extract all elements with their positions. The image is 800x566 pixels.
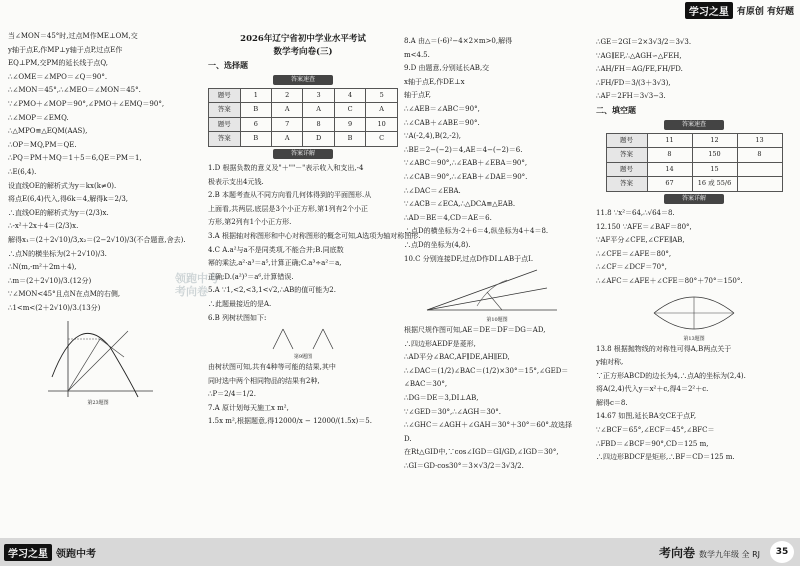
text-line: ∴∠CFE＝∠AFE＝80°, bbox=[596, 249, 672, 258]
text-line: ∴∠CF＝∠DCF＝70°, bbox=[596, 263, 667, 272]
table-cell: C bbox=[366, 132, 398, 147]
text-line: ∴∠DAC＝∠EBA. bbox=[404, 186, 461, 195]
text-line: ∴N(m,-m²＋2m＋4), bbox=[8, 263, 77, 272]
text-line: 设直线OE的解析式为y＝kx(k≠0). bbox=[8, 181, 117, 190]
figure-caption: 第13题图 bbox=[683, 335, 705, 342]
text-line: 14.67 如图,延长BA交CE于点F, bbox=[596, 412, 697, 421]
text-line: 幂的乘法,a²·a³＝a⁵,计算正确;C.a³÷a²＝a, bbox=[208, 259, 342, 268]
table-cell: 8 bbox=[647, 148, 692, 163]
figure-13-geometry bbox=[634, 289, 754, 335]
text-line: ∴∠MOP＝∠EMQ. bbox=[8, 113, 69, 122]
footer-info bbox=[659, 544, 760, 561]
text-line: 由树状图可知,共有4种等可能的结果,其中 bbox=[208, 363, 336, 372]
text-line: ∠BAC＝30°, bbox=[404, 380, 448, 389]
text-line: 上面看,共两层,底层是3个小正方形,第1列有2个小正 bbox=[208, 204, 369, 213]
table-cell: 14 bbox=[647, 162, 692, 177]
text-line: 当∠MON＝45°时,过点M作ME⊥OM,交 bbox=[8, 32, 138, 40]
text-line: ∴△MPO≌△EQM(AAS), bbox=[8, 127, 88, 136]
figure-caption: 第23题图 bbox=[87, 400, 109, 407]
text-line: 解得c＝8. bbox=[596, 398, 628, 407]
text-line: ∴P＝2/4＝1/2. bbox=[208, 390, 256, 399]
table-row bbox=[209, 117, 398, 132]
text-line: ∴GE＝2GI＝2×3√3/2＝3√3. bbox=[596, 38, 692, 46]
text-line: ∵∠BCF＝65°,∠ECF＝45°,∠BFC＝ bbox=[596, 426, 715, 435]
text-line: 1.5x m²,根据题意,得12000/x − 12000/(1.5x)＝5. bbox=[208, 417, 372, 426]
detail-answer-label: 答案详解 bbox=[273, 149, 333, 159]
brand-slogan: 有原创 有好题 bbox=[736, 7, 794, 17]
table-cell: B bbox=[334, 132, 365, 147]
table-cell: 题号 bbox=[606, 133, 647, 148]
text-line: ∴此题最接近的是A. bbox=[208, 299, 272, 308]
text-line: ∴∠DAC＝(1/2)∠BAC＝(1/2)×30°＝15°,∠GED＝ bbox=[404, 366, 569, 375]
text-line: 12.150 ∵AFE＝∠BAF＝80°, bbox=[596, 222, 692, 231]
table-row bbox=[606, 148, 782, 163]
text-line: ∴四边形BDCF是矩形,∴BF＝CD＝125 m. bbox=[596, 453, 735, 462]
text-line: ∵∠MON<45°且点N在点M的右侧, bbox=[8, 290, 121, 299]
text-line: 轴于点F, bbox=[404, 91, 431, 100]
text-line: D. bbox=[404, 434, 412, 443]
text-line: 方形,第2列有1个小正方形. bbox=[208, 218, 292, 227]
text-line: 极表示支出4元钱. bbox=[208, 177, 264, 186]
text-line: ∴E(6,4). bbox=[8, 167, 37, 176]
text-line: ∴AH/FH＝AG/FE,FH/FD. bbox=[596, 65, 683, 74]
table-cell: 11 bbox=[647, 133, 692, 148]
table-cell: 答案 bbox=[209, 103, 241, 118]
detail-answer-label: 答案详解 bbox=[664, 194, 724, 204]
table-cell: 8 bbox=[737, 148, 782, 163]
section-heading: 一、选择题 bbox=[208, 60, 248, 70]
text-line: ∵∠GED＝30°,∴∠AGH＝30°. bbox=[404, 407, 501, 416]
table-cell: B bbox=[240, 103, 271, 118]
table-cell: B bbox=[240, 132, 271, 147]
table-cell: 150 bbox=[692, 148, 737, 163]
footer-logo: 学习之星 bbox=[4, 544, 52, 561]
text-line: m<4.5. bbox=[404, 50, 430, 59]
table-row bbox=[606, 133, 782, 148]
answer-table bbox=[208, 88, 398, 147]
text-line: ∵∠PMO＋∠MOP＝90°,∠PMO＋∠EMQ＝90°, bbox=[8, 99, 165, 108]
text-line: ∴∠CAB＝90°,∴∠EAB＋∠DAE＝90°. bbox=[404, 172, 528, 181]
table-cell: A bbox=[271, 103, 302, 118]
text-line: x轴于点E,作DE⊥x bbox=[404, 77, 465, 86]
text-line: 5.A ∵1,<2,<3,1<√2,∴AB的值可能为2. bbox=[208, 286, 336, 295]
text-line: 4.C A.a²与a不是同类项,不能合并;B.同底数 bbox=[208, 245, 344, 254]
table-cell: 3 bbox=[303, 88, 334, 103]
text-line: ∴m＝(2＋2√10)/3.(12分) bbox=[8, 276, 92, 285]
text-line: ∴∠MON＝45°,∴∠MEO＝∠MON＝45°. bbox=[8, 86, 141, 95]
quick-answer-label: 答案速查 bbox=[664, 120, 724, 130]
text-line: 11.8 ∵x²＝64,∴√64＝8. bbox=[596, 208, 675, 217]
table-cell: 5 bbox=[366, 88, 398, 103]
text-line: ∵∠ABC＝90°,∴∠EAB＋∠EBA＝90°, bbox=[404, 159, 528, 168]
exam-title: 2026年辽宁省初中学业水平考试 bbox=[240, 34, 366, 44]
table-cell: 1 bbox=[240, 88, 271, 103]
table-cell: 16 或 55/6 bbox=[692, 177, 737, 192]
table-cell: 10 bbox=[366, 117, 398, 132]
footer-label: 领跑中考 bbox=[56, 549, 96, 560]
text-line: 在Rt△GID中,∵cos∠IGD＝GI/GD,∠IGD＝30°, bbox=[404, 448, 559, 457]
text-line: ∴FH/FD＝3/(3＋3√3), bbox=[596, 78, 671, 87]
text-line: ∴四边形AEDF是菱形, bbox=[404, 339, 476, 348]
text-line: EQ⊥PM,交PM的延长线于点Q, bbox=[8, 59, 109, 68]
figure-23-graph bbox=[38, 317, 158, 399]
text-line: ∴∠AEB＝∠ABC＝90°, bbox=[404, 104, 480, 113]
table-row bbox=[209, 88, 398, 103]
table-cell: 题号 bbox=[209, 117, 241, 132]
column-4 bbox=[596, 36, 792, 465]
text-line: 将点E(6,4)代入,得6k＝4,解得k＝2/3, bbox=[8, 195, 129, 204]
section-heading: 二、填空题 bbox=[596, 104, 636, 115]
text-line: ∵A(-2,4),B(2,-2), bbox=[404, 132, 462, 141]
table-cell: 12 bbox=[692, 133, 737, 148]
table-cell bbox=[737, 177, 782, 192]
table-cell: A bbox=[271, 132, 302, 147]
figure-caption: 第9题图 bbox=[293, 354, 313, 361]
text-line: ∴FBD＝∠BCF＝90°,CD＝125 m, bbox=[596, 439, 709, 448]
watermark: 领跑中考 bbox=[175, 272, 219, 285]
text-line: ∴∠AFC＝∠AFE＋∠CFE＝80°＋70°＝150°. bbox=[596, 276, 743, 285]
watermark: 考向卷 bbox=[175, 285, 208, 298]
text-line: y轴对称, bbox=[596, 358, 624, 367]
column-1 bbox=[8, 30, 196, 407]
table-cell: 67 bbox=[647, 177, 692, 192]
text-line: 13.8 根据抛物线的对称性可得A,B两点关于 bbox=[596, 344, 732, 353]
text-line: ∴AD平分∠BAC,AF∥DE,AH∥ED, bbox=[404, 353, 510, 362]
text-line: 根据尺规作图可知,AE＝DE＝DF＝DG＝AD, bbox=[404, 326, 546, 335]
text-line: ∵AG∥EF,∴△AGH∽△FEH, bbox=[596, 51, 682, 60]
page-footer bbox=[0, 538, 800, 566]
table-cell: 题号 bbox=[209, 88, 241, 103]
table-cell bbox=[737, 162, 782, 177]
text-line: ∴∠GHC＝∠AGH＋∠GAH＝30°＋30°＝60°.故选择 bbox=[404, 421, 573, 430]
table-cell: 13 bbox=[737, 133, 782, 148]
table-cell: 9 bbox=[334, 117, 365, 132]
text-line: ∴直线OE的解析式为y＝(2/3)x. bbox=[8, 208, 109, 217]
brand-logo: 学习之星 bbox=[685, 2, 733, 19]
text-line: y轴于点E,作MP⊥y轴于点P,过点E作 bbox=[8, 45, 123, 54]
exam-subtitle: 数学考向卷(三) bbox=[273, 47, 333, 57]
text-line: ∵AF平分∠CFE,∠CFE∥AB, bbox=[596, 236, 685, 245]
text-line: ∵∠ACB＝∠ECA,∴△DCA≌△EAB. bbox=[404, 200, 516, 209]
table-cell: C bbox=[334, 103, 365, 118]
table-cell: 6 bbox=[240, 117, 271, 132]
table-cell: A bbox=[366, 103, 398, 118]
table-row bbox=[209, 132, 398, 147]
table-cell: 答案 bbox=[606, 177, 647, 192]
table-cell: 题号 bbox=[606, 162, 647, 177]
text-line: 9.D 由题意,分别延长AB,交 bbox=[404, 64, 490, 73]
column-3 bbox=[404, 35, 590, 474]
text-line: 8.A 由△＝(-6)²−4×2×m>0,解得 bbox=[404, 37, 513, 45]
table-cell: 答案 bbox=[209, 132, 241, 147]
text-line: ∴PQ＝PM＋MQ＝1＋5＝6,QE＝PM＝1, bbox=[8, 154, 142, 163]
table-cell: A bbox=[303, 103, 334, 118]
text-line: ∵正方形ABCD的边长为4,∴点A的坐标为(2,4). bbox=[596, 371, 746, 380]
text-line: ∴BE＝2−(−2)＝4,AE＝4−(−2)＝6. bbox=[404, 145, 523, 154]
text-line: ∴AF＝2FH＝3√3−3. bbox=[596, 92, 666, 101]
text-line: ∴1<m<(2＋2√10)/3.(13分) bbox=[8, 303, 101, 312]
text-line: 将A(2,4)代入y＝x²＋c,得4＝2²＋c. bbox=[596, 385, 709, 394]
text-line: ∴GI＝GD·cos30°＝3×√3/2＝3√3/2. bbox=[404, 462, 524, 471]
text-line: 3.A 根据轴对称图形和中心对称图形的概念可知,A选项为轴对称图形. bbox=[208, 231, 421, 240]
footer-meta: 数学九年级 全 RJ bbox=[698, 550, 760, 559]
table-row bbox=[606, 177, 782, 192]
table-cell: 15 bbox=[692, 162, 737, 177]
text-line: ∴∠CAB＋∠ABE＝90°. bbox=[404, 118, 480, 127]
table-row bbox=[606, 162, 782, 177]
text-line: 2.B 本题考查从不同方向看几何体得到的平面图形.从 bbox=[208, 191, 372, 200]
text-line: 解得x₁＝(2＋2√10)/3,x₂＝(2−2√10)/3(不合题意,舍去). bbox=[8, 235, 186, 244]
page-number: 35 bbox=[770, 541, 794, 563]
text-line: 正确;D.(a²)³＝a⁶,计算错误. bbox=[208, 272, 294, 281]
text-line: ∴-x²＋2x＋4＝(2/3)x. bbox=[8, 222, 79, 231]
text-line: ∴AD＝BE＝4,CD＝AE＝6. bbox=[404, 213, 492, 222]
text-line: ∴DG＝DE＝3,DI⊥AB, bbox=[404, 394, 479, 403]
text-line: ∴点N的横坐标为(2＋2√10)/3. bbox=[8, 249, 107, 258]
text-line: 10.C 分别连接DF,过点D作DI⊥AB于点I. bbox=[404, 254, 534, 263]
table-cell: 答案 bbox=[606, 148, 647, 163]
header-logo bbox=[685, 2, 794, 19]
table-row bbox=[209, 103, 398, 118]
table-cell: 7 bbox=[271, 117, 302, 132]
tree-diagram bbox=[253, 325, 353, 353]
figure-10-geometry bbox=[417, 266, 577, 316]
figure-caption: 第10题图 bbox=[486, 317, 508, 324]
footer-title: 考向卷 bbox=[658, 546, 695, 560]
footer-brand bbox=[4, 544, 96, 561]
text-line: ∴点D的坐标为(4,8). bbox=[404, 240, 471, 249]
text-line: 7.A 原计划每天施工x m², bbox=[208, 403, 289, 412]
text-line: 同时选中两个相同物品的结果有2种, bbox=[208, 376, 320, 385]
quick-answer-label: 答案速查 bbox=[273, 75, 333, 85]
table-cell: 8 bbox=[303, 117, 334, 132]
text-line: ∴∠OME＝∠MPO＝∠Q＝90°. bbox=[8, 72, 108, 81]
text-line: 6.B 列树状图如下: bbox=[208, 313, 267, 322]
table-cell: D bbox=[303, 132, 334, 147]
answer-table bbox=[606, 133, 783, 192]
table-cell: 4 bbox=[334, 88, 365, 103]
text-line: ∴OP＝MQ,PM＝QE. bbox=[8, 140, 77, 149]
table-cell: 2 bbox=[271, 88, 302, 103]
text-line: ∴点D的横坐标为-2＋6＝4,纵坐标为4＋4＝8. bbox=[404, 227, 549, 236]
text-line: 1.D 根据负数的意义及"＋""－"表示收入和支出,-4 bbox=[208, 163, 364, 172]
